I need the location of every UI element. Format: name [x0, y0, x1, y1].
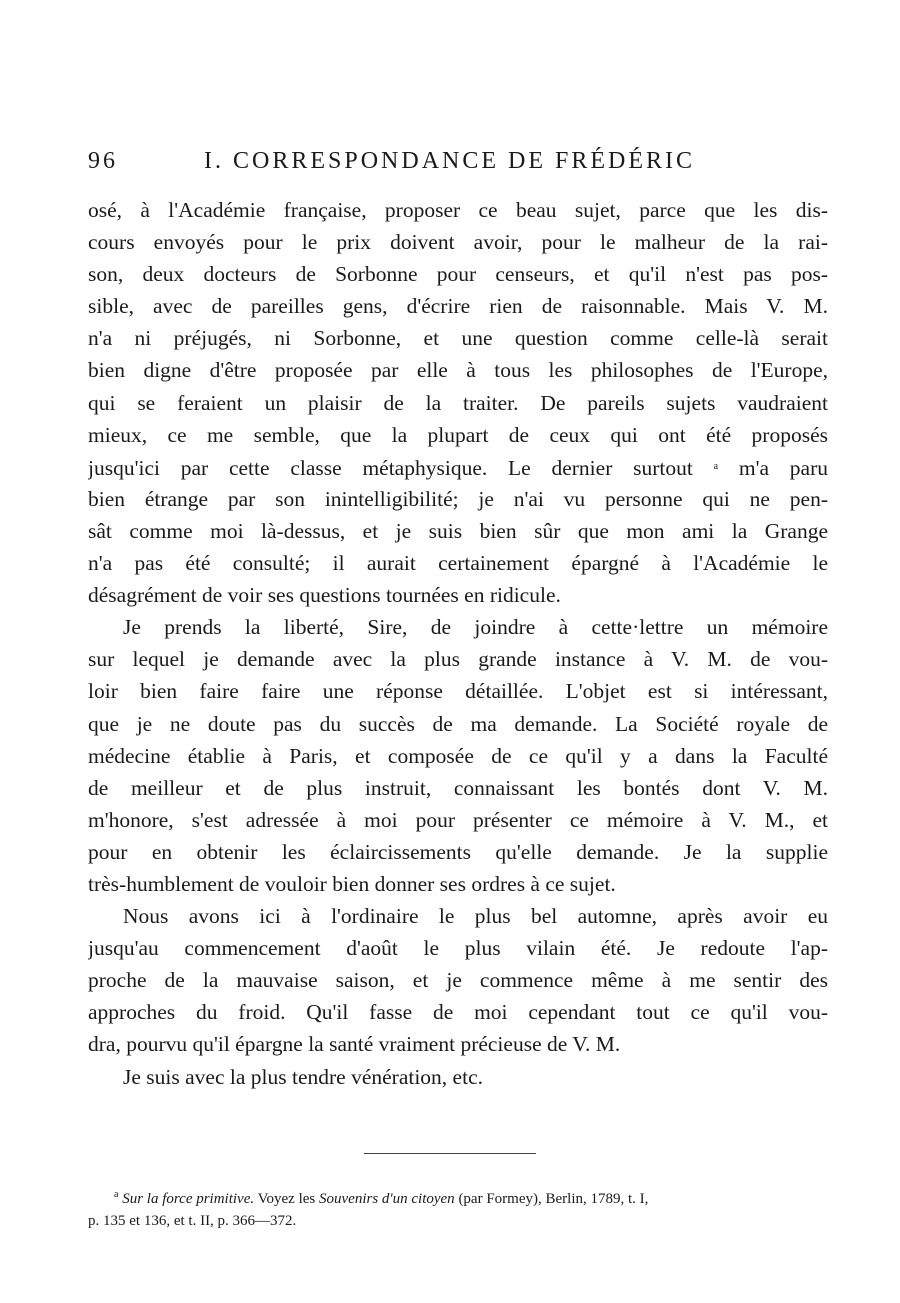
text-line: mieux, ce me semble, que la plupart de ceux qui ont été proposés: [88, 422, 828, 447]
text-line: sât comme moi là-dessus, et je suis bien sûr que mon ami la Grange: [88, 518, 828, 543]
footnote: [88, 1184, 828, 1232]
text-line: bien étrange par son inintelligibilité; je n'ai vu personne qui ne pen-: [88, 486, 828, 511]
text-line: sible, avec de pareilles gens, d'écrire rien de raisonnable. Mais V. M.: [88, 294, 828, 319]
closing-line: [88, 1061, 828, 1093]
text-line: pour en obtenir les éclaircissements qu'elle demande. Je la supplie: [88, 839, 828, 864]
page-number: 96: [88, 148, 118, 174]
text-line: de meilleur et de plus instruit, connaissant les bontés dont V. M.: [88, 775, 828, 800]
text-line: médecine établie à Paris, et composée de ce qu'il y a dans la Faculté: [88, 743, 828, 768]
text-line: désagrément de voir ses questions tournées en ridicule.: [88, 583, 561, 608]
text-line: sur lequel je demande avec la plus grande instance à V. M. de vou-: [88, 647, 828, 672]
text-line: m'honore, s'est adressée à moi pour présenter ce mémoire à V. M., et: [88, 807, 828, 832]
footnote-text: Voyez les: [254, 1191, 319, 1207]
text-segment: m'a paru: [718, 455, 828, 480]
text-line: loir bien faire faire une réponse détaillée. L'objet est si intéressant,: [88, 679, 828, 704]
paragraph-1: [88, 194, 828, 611]
text-line: approches du froid. Qu'il fasse de moi cependant tout ce qu'il vou-: [88, 1000, 828, 1025]
text-line: Nous avons ici à l'ordinaire le plus bel automne, après avoir eu: [123, 904, 828, 929]
body-text: [88, 194, 828, 1093]
paragraph-3: [88, 900, 828, 1060]
text-line: très-humblement de vouloir bien donner ses ordres à ce sujet.: [88, 871, 616, 896]
text-line: jusqu'au commencement d'août le plus vilain été. Je redoute l'ap-: [88, 936, 828, 961]
footnote-reference[interactable]: a: [713, 460, 719, 472]
text-line: que je ne doute pas du succès de ma demande. La Société royale de: [88, 711, 828, 736]
running-title: I. CORRESPONDANCE DE FRÉDÉRIC: [204, 148, 696, 174]
text-line: Je prends la liberté, Sire, de joindre à cette·lettre un mémoire: [123, 615, 828, 640]
footnote-title: Sur la force primitive.: [122, 1191, 255, 1207]
text-line-with-footnote-ref: [88, 451, 828, 483]
text-line: son, deux docteurs de Sorbonne pour censeurs, et qu'il n'est pas pos-: [88, 262, 828, 287]
text-line: qui se feraient un plaisir de la traiter. De pareils sujets vaudraient: [88, 390, 828, 415]
running-head: [88, 148, 828, 188]
text-line: proche de la mauvaise saison, et je commence même à me sentir des: [88, 968, 828, 993]
text-line: Je suis avec la plus tendre vénération, etc.: [123, 1064, 483, 1089]
text-segment: jusqu'ici par cette classe métaphysique. Le dernier surtout: [88, 455, 693, 480]
text-line: dra, pourvu qu'il épargne la santé vraiment précieuse de V. M.: [88, 1032, 621, 1057]
footnote-line: p. 135 et 136, et t. II, p. 366—372.: [88, 1213, 297, 1229]
text-line: osé, à l'Académie française, proposer ce beau sujet, parce que les dis-: [88, 198, 828, 222]
footnote-marker: a: [114, 1189, 119, 1200]
footnote-line: [88, 1184, 828, 1210]
text-line: n'a ni préjugés, ni Sorbonne, et une question comme celle-là serait: [88, 326, 828, 351]
text-line: n'a pas été consulté; il aurait certainement épargné à l'Académie le: [88, 551, 828, 576]
footnote-work-title: Souvenirs d'un citoyen: [319, 1191, 455, 1207]
paragraph-2: [88, 611, 828, 900]
footnote-text: (par Formey), Berlin, 1789, t. I,: [454, 1191, 649, 1207]
text-line: cours envoyés pour le prix doivent avoir, pour le malheur de la rai-: [88, 230, 828, 255]
footnote-separator: [364, 1153, 536, 1154]
text-line: bien digne d'être proposée par elle à tous les philosophes de l'Europe,: [88, 358, 828, 383]
